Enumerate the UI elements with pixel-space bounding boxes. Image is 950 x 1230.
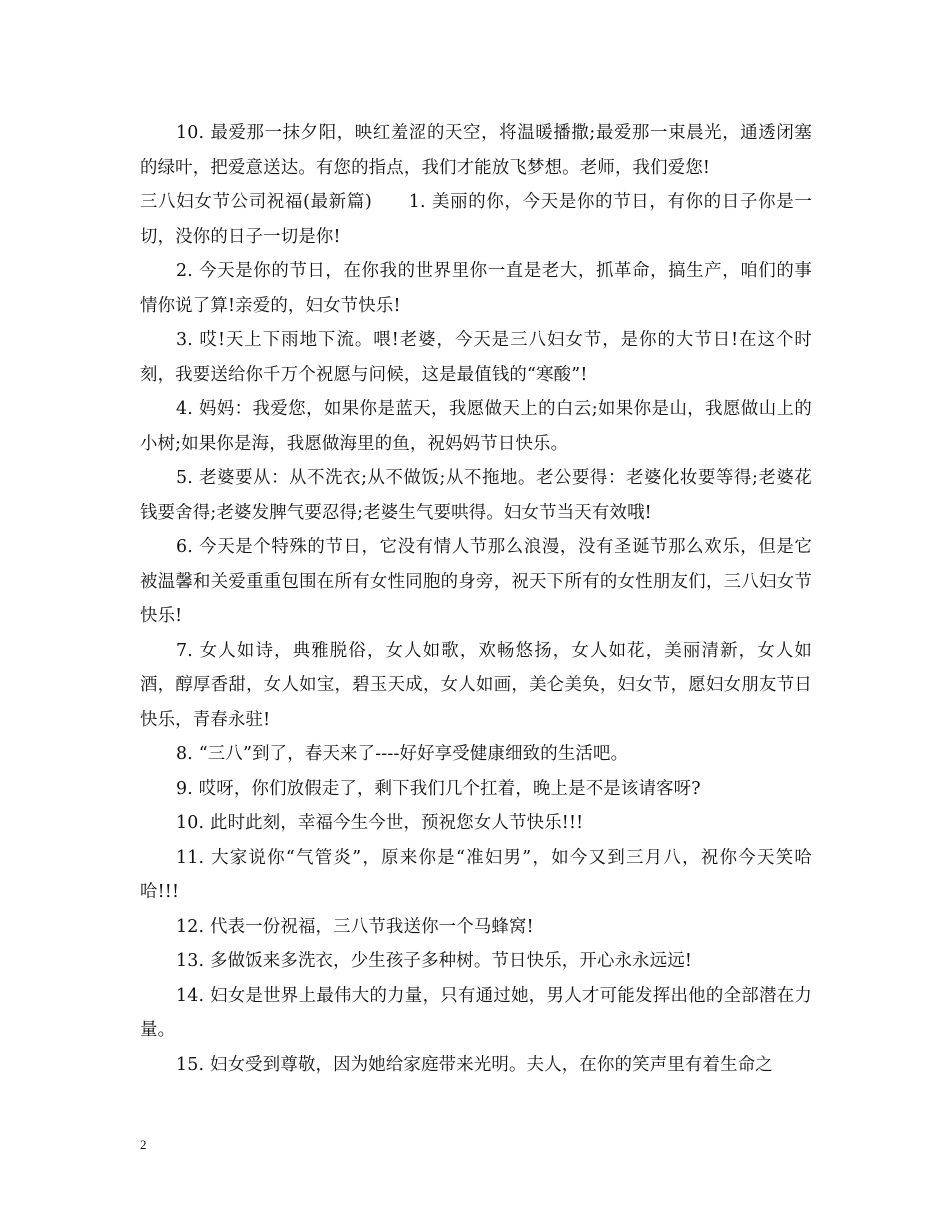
paragraph: 13. 多做饭来多洗衣，少生孩子多种树。节日快乐，开心永永远远!	[176, 951, 693, 971]
page-number: 2	[140, 1137, 147, 1152]
paragraph: 10. 最爱那一抹夕阳，映红羞涩的天空，将温暖播撒;最爱那一束晨光，通透闭塞的绿叶，把爱意送达。有您的指点，我们才能放飞梦想。老师，我们爱您!	[140, 123, 812, 178]
paragraph: 3. 哎!天上下雨地下流。喂!老婆，今天是三八妇女节，是你的大节日!在这个时刻，我要送给你千万个祝愿与问候，这是最值钱的“寒酸”!	[140, 330, 812, 385]
paragraph: 7. 女人如诗，典雅脱俗，女人如歌，欢畅悠扬，女人如花，美丽清新，女人如酒，醇厚香甜，女人如宝，碧玉天成，女人如画，美仑美奂，妇女节，愿妇女朋友节日快乐，青春永驻!	[140, 640, 812, 730]
paragraph: 6. 今天是个特殊的节日，它没有情人节那么浪漫，没有圣诞节那么欢乐，但是它被温馨和关爱重重包围在所有女性同胞的身旁，祝天下所有的女性朋友们，三八妇女节快乐!	[140, 537, 812, 626]
paragraph: 15. 妇女受到尊敬，因为她给家庭带来光明。夫人，在你的笑声里有着生命之	[176, 1054, 773, 1075]
paragraph: 14. 妇女是世界上最伟大的力量，只有通过她，男人才可能发挥出他的全部潜在力量。	[140, 985, 812, 1040]
paragraph: 9. 哎呀，你们放假走了，剩下我们几个扛着，晚上是不是该请客呀?	[176, 778, 701, 799]
paragraph: 11. 大家说你“气管炎”，原来你是“准妇男”，如今又到三月八，祝你今天笑哈哈!!!	[140, 847, 812, 902]
section-heading-paragraph: 三八妇女节公司祝福(最新篇) 1. 美丽的你，今天是你的节日，有你的日子你是一切，没你的日子一切是你!	[140, 192, 812, 247]
paragraph: 8. “三八”到了，春天来了----好好享受健康细致的生活吧。	[176, 744, 629, 764]
paragraph: 12. 代表一份祝福，三八节我送你一个马蜂窝!	[176, 916, 534, 937]
paragraph: 2. 今天是你的节日，在你我的世界里你一直是老大，抓革命，搞生产，咱们的事情你说了算!亲爱的，妇女节快乐!	[140, 261, 812, 316]
paragraph: 10. 此时此刻，幸福今生今世，预祝您女人节快乐!!!	[176, 813, 584, 833]
paragraph: 5. 老婆要从：从不洗衣;从不做饭;从不拖地。老公要得：老婆化妆要等得;老婆花钱要舍得;老婆发脾气要忍得;老婆生气要哄得。妇女节当天有效哦!	[140, 468, 812, 523]
document-body	[140, 116, 812, 1082]
paragraph: 4. 妈妈：我爱您，如果你是蓝天，我愿做天上的白云;如果你是山，我愿做山上的小树;如果你是海，我愿做海里的鱼，祝妈妈节日快乐。	[140, 399, 812, 454]
